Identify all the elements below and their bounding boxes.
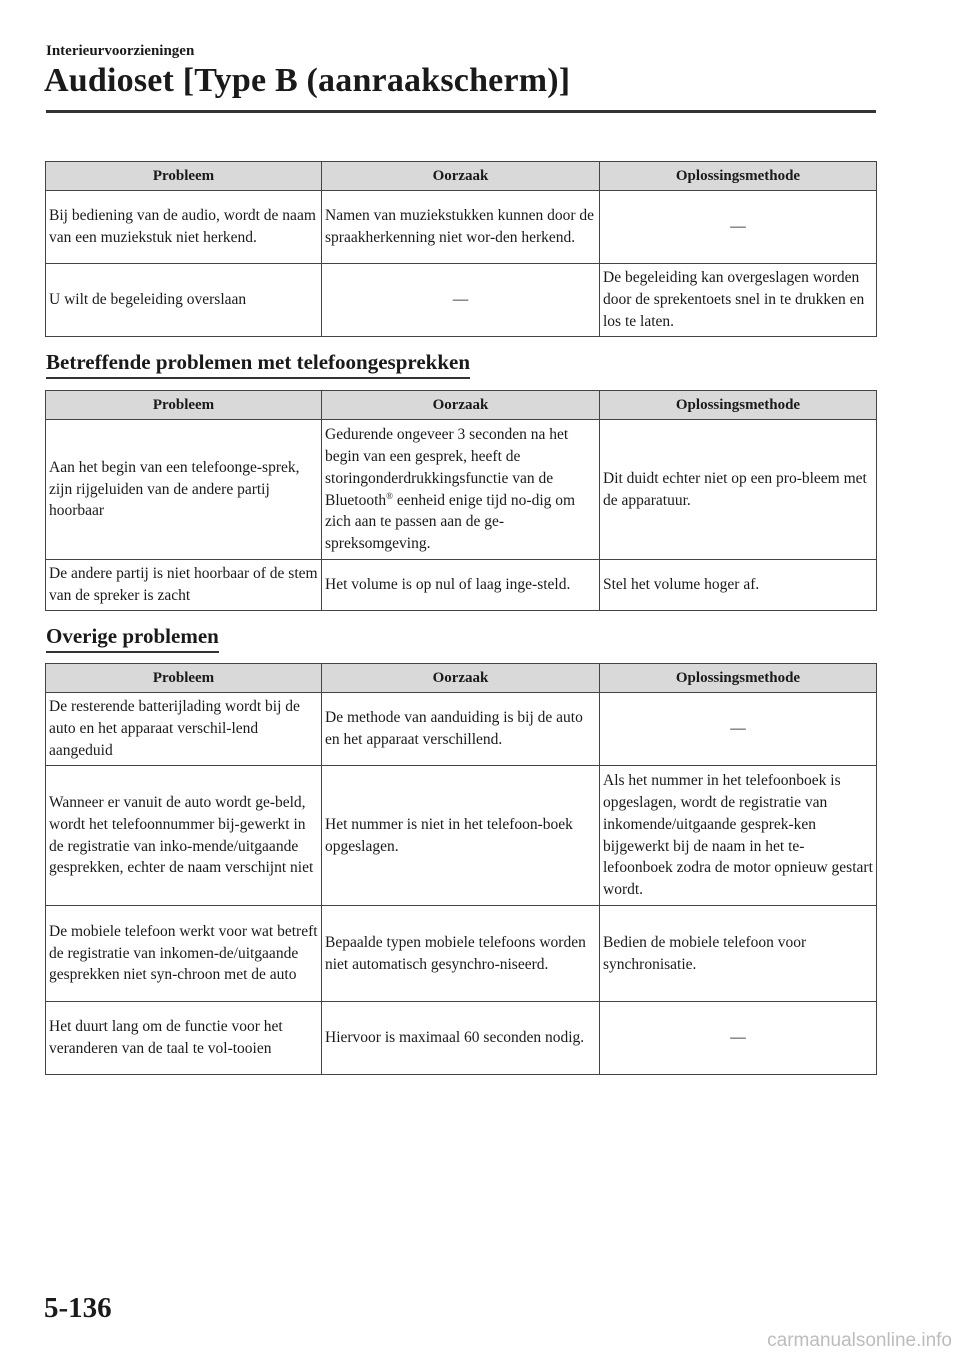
header-oorzaak: Oorzaak [322, 391, 600, 420]
cell-oorzaak: De methode van aanduiding is bij de auto en het apparaat verschillend. [322, 693, 600, 766]
heading-overige-problemen: Overige problemen [46, 624, 219, 653]
cell-oplossing: Als het nummer in het telefoonboek is opgeslagen, wordt de registratie van inkomende/uitgaande gesprek-ken bijgewerkt bij de naam in het te-lefoonboek zodra de motor opnieuw gestart wordt. [600, 766, 877, 906]
cell-probleem: Aan het begin van een telefoonge-sprek, zijn rijgeluiden van de andere partij hoorbaar [46, 420, 322, 560]
cell-probleem: Bij bediening van de audio, wordt de naam van een muziekstuk niet herkend. [46, 191, 322, 264]
table-row [46, 1002, 877, 1075]
cell-oplossing: De begeleiding kan overgeslagen worden door de sprekentoets snel in te drukken en los te laten. [600, 264, 877, 337]
cell-oplossing: Dit duidt echter niet op een pro-bleem met de apparatuur. [600, 420, 877, 560]
cell-probleem: Wanneer er vanuit de auto wordt ge-beld, wordt het telefoonnummer bij-gewerkt in de registratie van inko-mende/uitgaande gesprekken, echter de naam verschijnt niet [46, 766, 322, 906]
registered-mark: ® [386, 490, 393, 501]
cell-oorzaak: — [322, 264, 600, 337]
page-number: 5-136 [44, 1292, 112, 1324]
table-voice-recognition [45, 161, 877, 337]
cell-probleem: De mobiele telefoon werkt voor wat betreft de registratie van inkomen-de/uitgaande gesprekken niet syn-chroon met de auto [46, 906, 322, 1002]
cell-oplossing: — [600, 191, 877, 264]
table-row [46, 420, 877, 560]
cell-oorzaak: Hiervoor is maximaal 60 seconden nodig. [322, 1002, 600, 1075]
cell-probleem: Het duurt lang om de functie voor het veranderen van de taal te vol-tooien [46, 1002, 322, 1075]
cell-oplossing: — [600, 693, 877, 766]
header-oplossingsmethode: Oplossingsmethode [600, 162, 877, 191]
cell-oplossing: Bedien de mobiele telefoon voor synchronisatie. [600, 906, 877, 1002]
table-row [46, 264, 877, 337]
table-row [46, 906, 877, 1002]
cell-oorzaak: Bepaalde typen mobiele telefoons worden niet automatisch gesynchro-niseerd. [322, 906, 600, 1002]
header-oorzaak: Oorzaak [322, 664, 600, 693]
cell-probleem: De resterende batterijlading wordt bij de auto en het apparaat verschil-lend aangeduid [46, 693, 322, 766]
cell-probleem: U wilt de begeleiding overslaan [46, 264, 322, 337]
title-rule [46, 110, 876, 113]
header-probleem: Probleem [46, 391, 322, 420]
table-header-row [46, 162, 877, 191]
heading-telefoongesprekken: Betreffende problemen met telefoongesprekken [46, 350, 470, 379]
cell-oorzaak: Gedurende ongeveer 3 seconden na het begin van een gesprek, heeft de storingonderdrukkingsfunctie van de Bluetooth® eenheid enige tijd no-dig om zich aan te passen aan de ge-spreksomgeving. [322, 420, 600, 560]
watermark: carmanualsonline.info [767, 1330, 952, 1351]
table-telefoongesprekken [45, 390, 877, 611]
header-oorzaak: Oorzaak [322, 162, 600, 191]
header-oplossingsmethode: Oplossingsmethode [600, 391, 877, 420]
cell-oplossing: — [600, 1002, 877, 1075]
table-row [46, 560, 877, 611]
cell-oorzaak: Namen van muziekstukken kunnen door de spraakherkenning niet wor-den herkend. [322, 191, 600, 264]
cell-oorzaak: Het nummer is niet in het telefoon-boek opgeslagen. [322, 766, 600, 906]
table-row [46, 693, 877, 766]
table-header-row [46, 664, 877, 693]
cell-probleem: De andere partij is niet hoorbaar of de stem van de spreker is zacht [46, 560, 322, 611]
table-header-row [46, 391, 877, 420]
section-label: Interieurvoorzieningen [46, 43, 195, 59]
cell-oplossing: Stel het volume hoger af. [600, 560, 877, 611]
table-overige-problemen [45, 663, 877, 1075]
table-row [46, 766, 877, 906]
header-oplossingsmethode: Oplossingsmethode [600, 664, 877, 693]
header-probleem: Probleem [46, 664, 322, 693]
table-row [46, 191, 877, 264]
page-title: Audioset [Type B (aanraakscherm)] [44, 62, 571, 99]
cell-oorzaak: Het volume is op nul of laag inge-steld. [322, 560, 600, 611]
header-probleem: Probleem [46, 162, 322, 191]
